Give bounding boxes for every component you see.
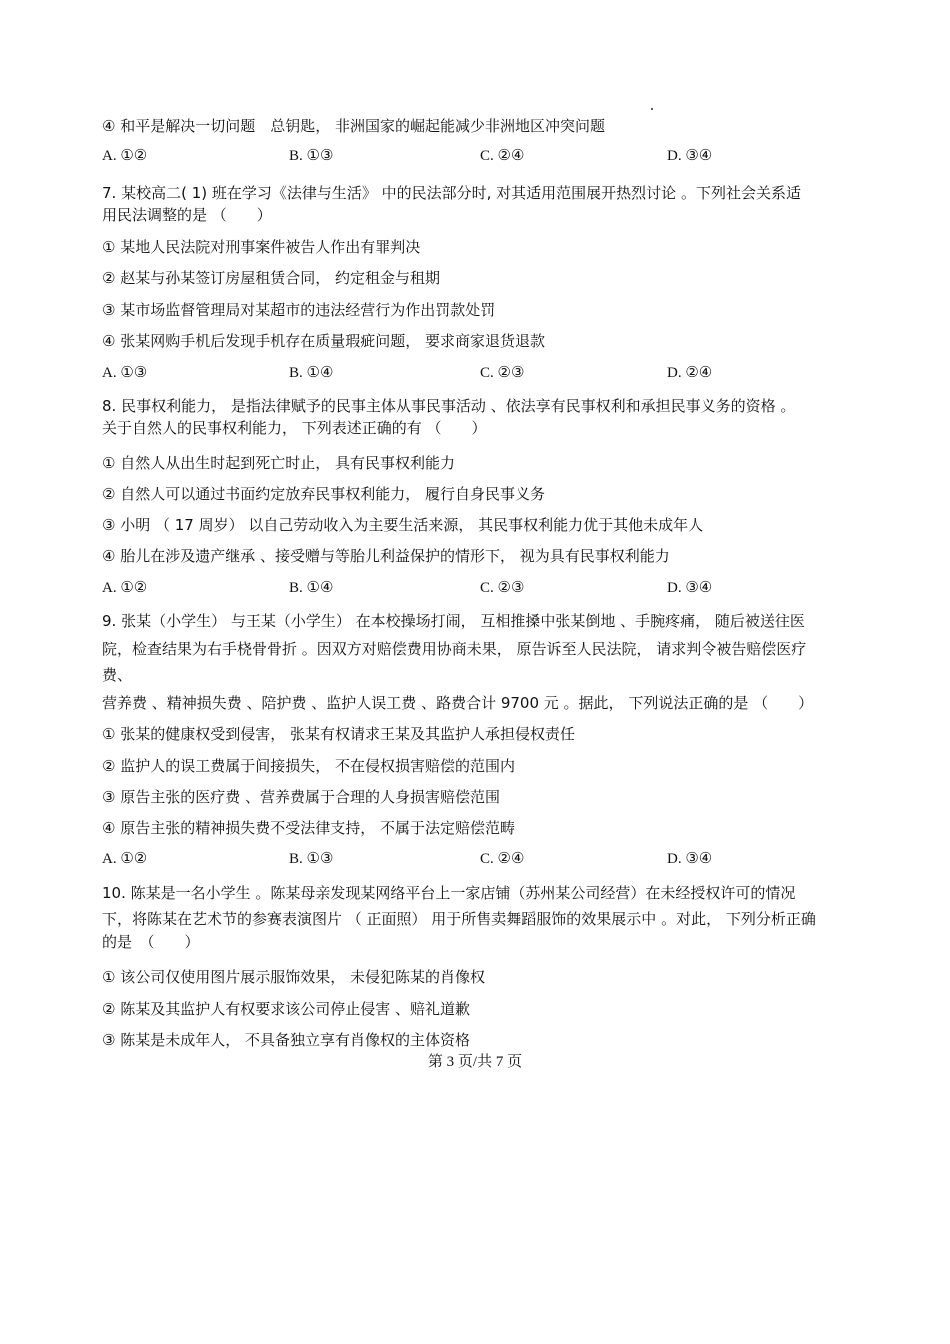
- q7-item-3: ③ 某市场监督管理局对某超市的违法经营行为作出罚款处罚: [102, 301, 496, 319]
- q9-item-1: ① 张某的健康权受到侵害， 张某有权请求王某及其监护人承担侵权责任: [102, 725, 575, 743]
- q9-stem-line-3: 费、: [102, 666, 133, 684]
- q9-stem-line-2: 院，检查结果为右手桡骨骨折 。因双方对赔偿费用协商未果， 原告诉至人民法院， 请求判令被告赔偿医疗: [102, 640, 807, 658]
- q8-item-3: ③ 小明 （ 17 周岁） 以自己劳动收入为主要生活来源， 其民事权利能力优于其他未成年人: [102, 516, 704, 534]
- q9-item-3: ③ 原告主张的医疗费 、营养费属于合理的人身损害赔偿范围: [102, 788, 500, 806]
- q10-item-1: ① 该公司仅使用图片展示服饰效果， 未侵犯陈某的肖像权: [102, 968, 485, 986]
- q8-item-1: ① 自然人从出生时起到死亡时止， 具有民事权利能力: [102, 454, 455, 472]
- q8-option-d: D. ③④: [667, 580, 713, 596]
- q9-option-b: B. ①③: [289, 851, 334, 867]
- page-number: 第 3 页/共 7 页: [427, 1054, 523, 1070]
- q9-options: [102, 849, 862, 869]
- q9-stem-line-4: 营养费 、精神损失费 、陪护费 、监护人误工费 、路费合计 9700 元 。据此， 下列说法正确的是 （ ）: [102, 694, 814, 712]
- q8-item-2: ② 自然人可以通过书面约定放弃民事权利能力， 履行自身民事义务: [102, 485, 545, 503]
- q8-options: [102, 578, 862, 598]
- q9-option-c: C. ②④: [480, 851, 525, 867]
- q6-option-c: C. ②④: [480, 148, 525, 164]
- q7-options: [102, 363, 862, 383]
- q7-option-c: C. ②③: [480, 365, 525, 381]
- q9-stem-line-1: 9. 张某（小学生） 与王某（小学生） 在本校操场打闹， 互相推搡中张某倒地 、手腕疼痛， 随后被送往医: [102, 612, 805, 630]
- q7-option-a: A. ①③: [102, 365, 148, 381]
- q7-option-b: B. ①④: [289, 365, 334, 381]
- q9-item-2: ② 监护人的误工费属于间接损失， 不在侵权损害赔偿的范围内: [102, 757, 515, 775]
- q9-option-d: D. ③④: [667, 851, 713, 867]
- q10-stem-line-3: 的是 （ ）: [102, 933, 200, 951]
- q8-item-4: ④ 胎儿在涉及遗产继承 、接受赠与等胎儿利益保护的情形下， 视为具有民事权利能力: [102, 547, 670, 565]
- q8-stem-line-2: 关于自然人的民事权利能力， 下列表述正确的有 （ ）: [102, 419, 487, 437]
- q6-options: [102, 146, 862, 166]
- q6-option-b: B. ①③: [289, 148, 334, 164]
- q7-stem-line-2: 用民法调整的是 （ ）: [102, 206, 272, 224]
- q10-stem-line-1: 10. 陈某是一名小学生 。陈某母亲发现某网络平台上一家店铺（苏州某公司经营）在未经授权许可的情况: [102, 884, 796, 902]
- q7-item-1: ① 某地人民法院对刑事案件被告人作出有罪判决: [102, 238, 421, 256]
- q7-option-d: D. ②④: [667, 365, 713, 381]
- q6-item-4: ④ 和平是解决一切问题 总钥匙， 非洲国家的崛起能减少非洲地区冲突问题: [102, 117, 605, 135]
- q9-option-a: A. ①②: [102, 851, 148, 867]
- q8-option-a: A. ①②: [102, 580, 148, 596]
- q7-item-2: ② 赵某与孙某签订房屋租赁合同， 约定租金与租期: [102, 269, 440, 287]
- q7-item-4: ④ 张某网购手机后发现手机存在质量瑕疵问题， 要求商家退货退款: [102, 332, 545, 350]
- q9-item-4: ④ 原告主张的精神损失费不受法律支持， 不属于法定赔偿范畴: [102, 819, 515, 837]
- stray-mark: [651, 108, 653, 110]
- q8-option-b: B. ①④: [289, 580, 334, 596]
- q6-option-d: D. ③④: [667, 148, 713, 164]
- q10-item-3: ③ 陈某是未成年人， 不具备独立享有肖像权的主体资格: [102, 1031, 470, 1049]
- q8-option-c: C. ②③: [480, 580, 525, 596]
- q10-stem-line-2: 下，将陈某在艺术节的参赛表演图片 （ 正面照） 用于所售卖舞蹈服饰的效果展示中 。对此， 下列分析正确: [102, 910, 816, 928]
- q6-option-a: A. ①②: [102, 148, 148, 164]
- q7-stem-line-1: 7. 某校高二( 1) 班在学习《法律与生活》 中的民法部分时, 对其适用范围展开热烈讨论 。下列社会关系适: [102, 184, 801, 202]
- q8-stem-line-1: 8. 民事权利能力， 是指法律赋予的民事主体从事民事活动 、依法享有民事权利和承担民事义务的资格 。: [102, 397, 796, 415]
- q10-item-2: ② 陈某及其监护人有权要求该公司停止侵害 、赔礼道歉: [102, 1000, 470, 1018]
